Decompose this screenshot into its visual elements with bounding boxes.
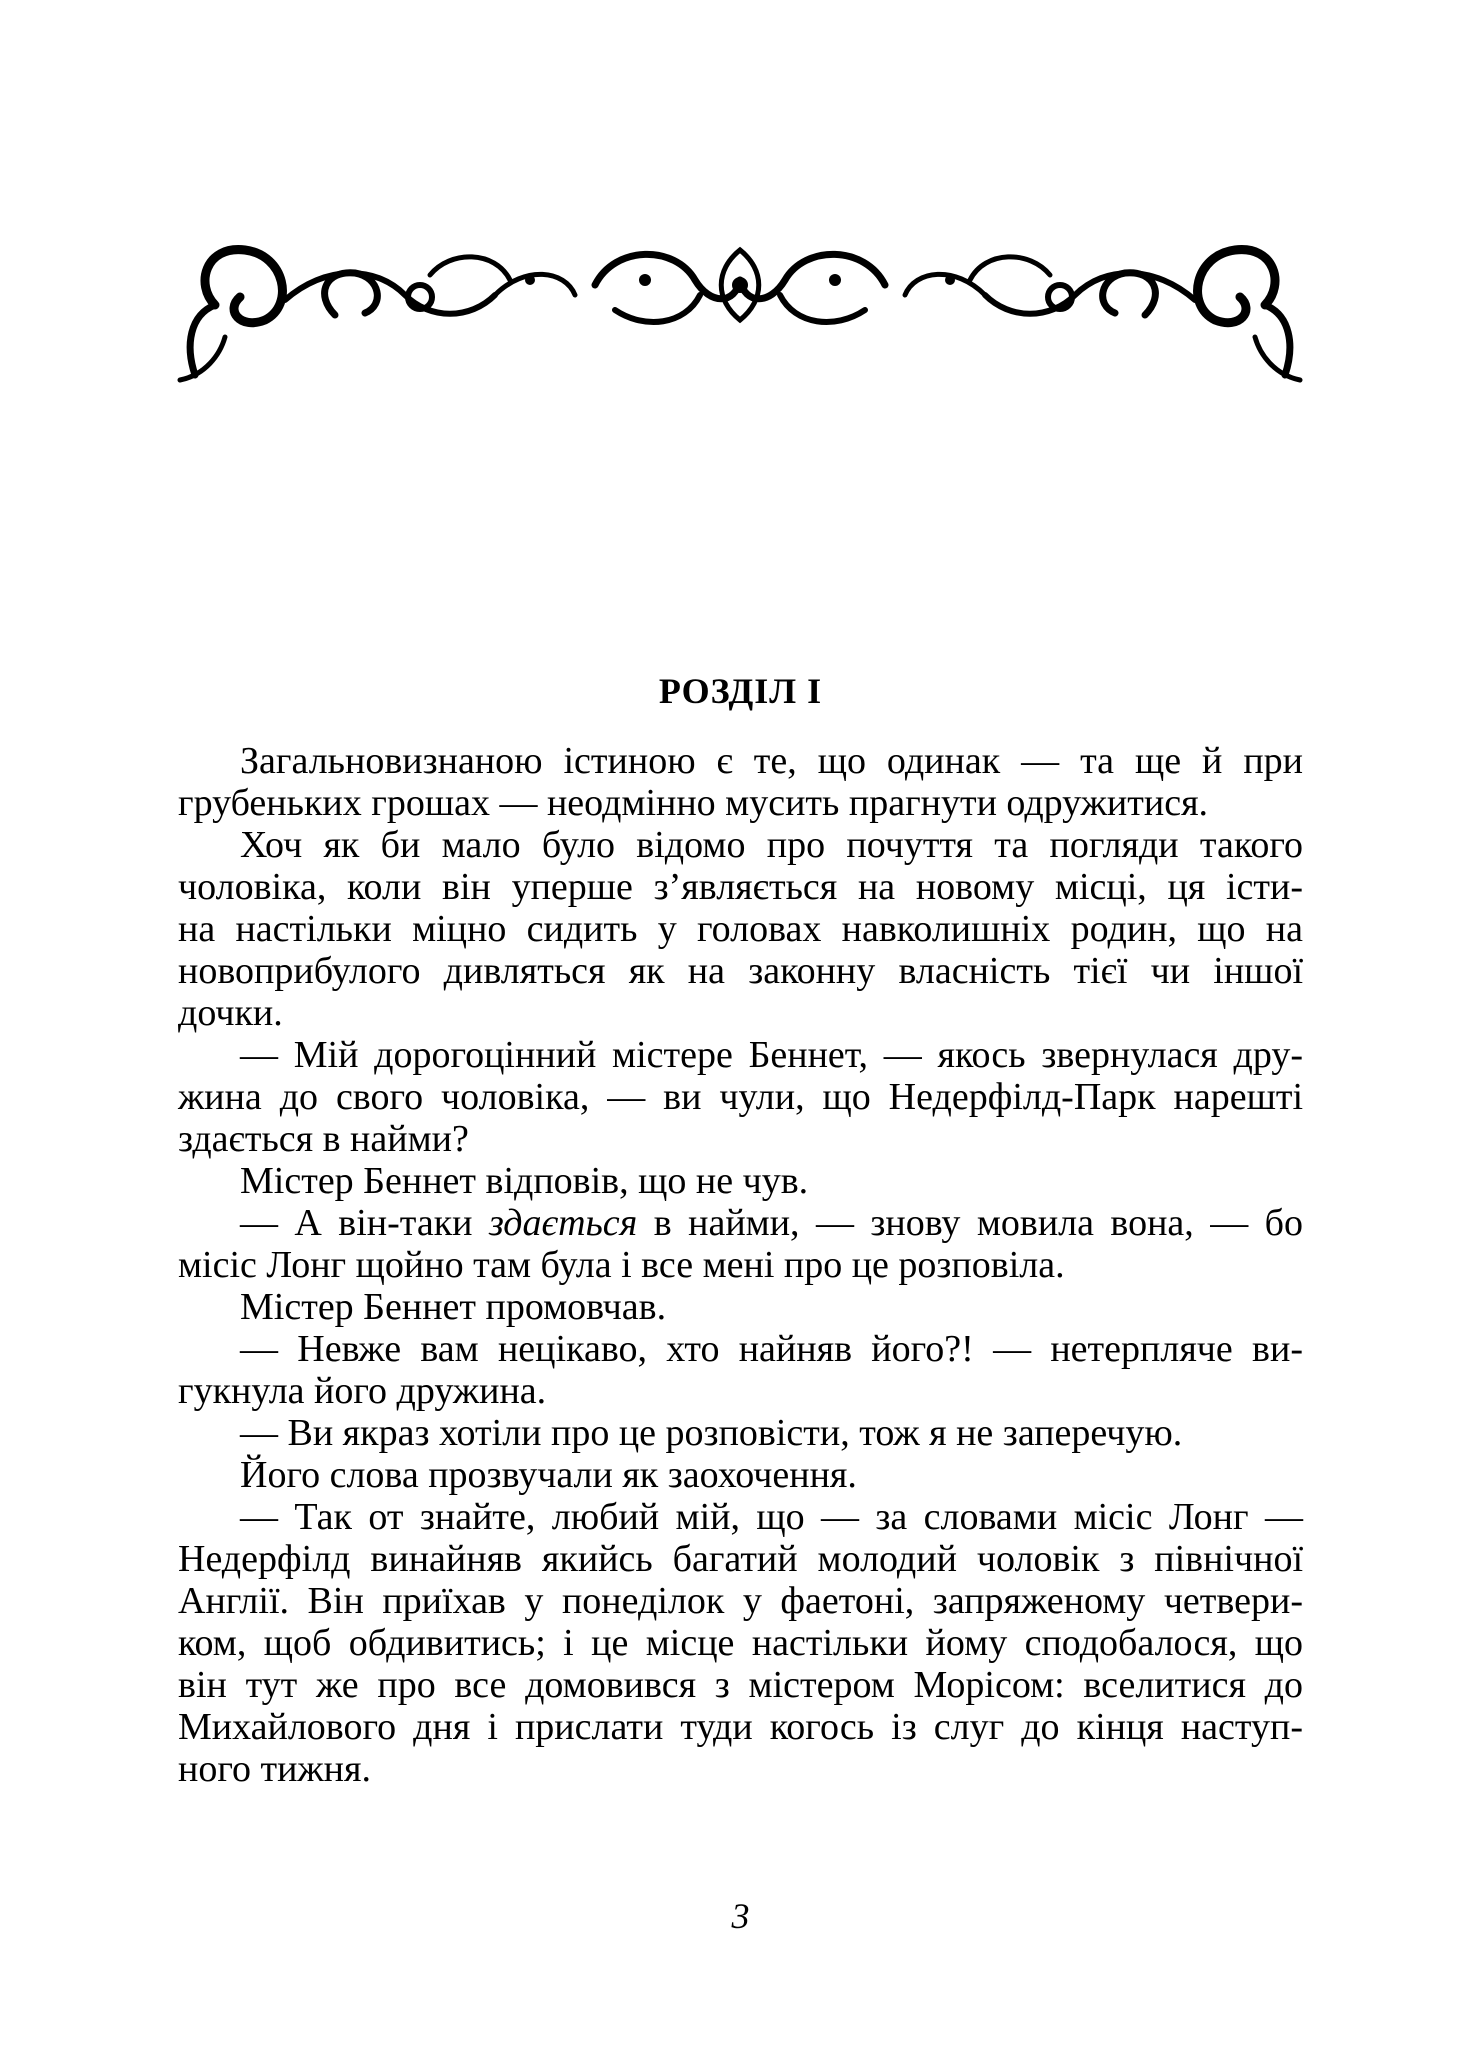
text-line: — Ви якраз хотіли про це розповісти, тож я не заперечую.: [240, 1412, 1183, 1454]
text-line: він тут же про все домовився з містером Морісом: вселитися до: [178, 1664, 1303, 1706]
text-line: чоловіка, коли він уперше з’являється на новому місці, ця істи-: [178, 866, 1303, 908]
body-text: [178, 740, 1303, 1790]
text-line: жина до свого чоловіка, — ви чули, що Недерфілд-Парк нарешті: [178, 1076, 1303, 1118]
text-line: ного тижня.: [178, 1748, 371, 1790]
text-line: Загальновизнаною істиною є те, що одинак — та ще й при: [240, 740, 1303, 782]
text-line: Містер Беннет промовчав.: [240, 1286, 667, 1328]
text-line: гукнула його дружина.: [178, 1370, 547, 1412]
text-line: — Невже вам нецікаво, хто найняв його?! — нетерпляче ви-: [240, 1328, 1303, 1370]
emphasized-word: здається: [488, 1202, 638, 1244]
text-line: Його слова прозвучали як заохочення.: [240, 1454, 857, 1496]
text-line: новоприбулого дивляться як на законну власність тієї чи іншої: [178, 950, 1303, 992]
text-line: місіс Лонг щойно там була і все мені про це розповіла.: [178, 1244, 1065, 1286]
text-segment: в найми, — знову мовила вона, — бо: [637, 1202, 1303, 1244]
text-line: здається в найми?: [178, 1118, 469, 1160]
text-line: дочки.: [178, 992, 283, 1034]
text-line: грубеньких грошах — неодмінно мусить прагнути одружитися.: [178, 782, 1209, 824]
text-line: ком, щоб обдивитись; і це місце настільки йому сподобалося, що: [178, 1622, 1303, 1664]
chapter-title: РОЗДІЛ I: [658, 671, 823, 711]
text-line: — Мій дорогоцінний містере Беннет, — якось звернулася дру-: [240, 1034, 1303, 1076]
text-line: Михайлового дня і прислати туди когось із слуг до кінця наступ-: [178, 1706, 1303, 1748]
page-number: 3: [731, 1896, 750, 1936]
text-line: Англії. Він приїхав у понеділок у фаетоні, запряженому четвери-: [178, 1580, 1303, 1622]
decorative-scroll-ornament: [175, 225, 1305, 390]
text-line: Хоч як би мало було відомо про почуття та погляди такого: [240, 824, 1303, 866]
text-line: — Так от знайте, любий мій, що — за словами місіс Лонг —: [240, 1496, 1303, 1538]
text-line: на настільки міцно сидить у головах навколишніх родин, що на: [178, 908, 1303, 950]
text-segment: — А він-таки: [240, 1202, 489, 1244]
text-line: Недерфілд винайняв якийсь багатий молодий чоловік з північної: [178, 1538, 1303, 1580]
text-line: Містер Беннет відповів, що не чув.: [240, 1160, 809, 1202]
text-line: [178, 1202, 1303, 1244]
